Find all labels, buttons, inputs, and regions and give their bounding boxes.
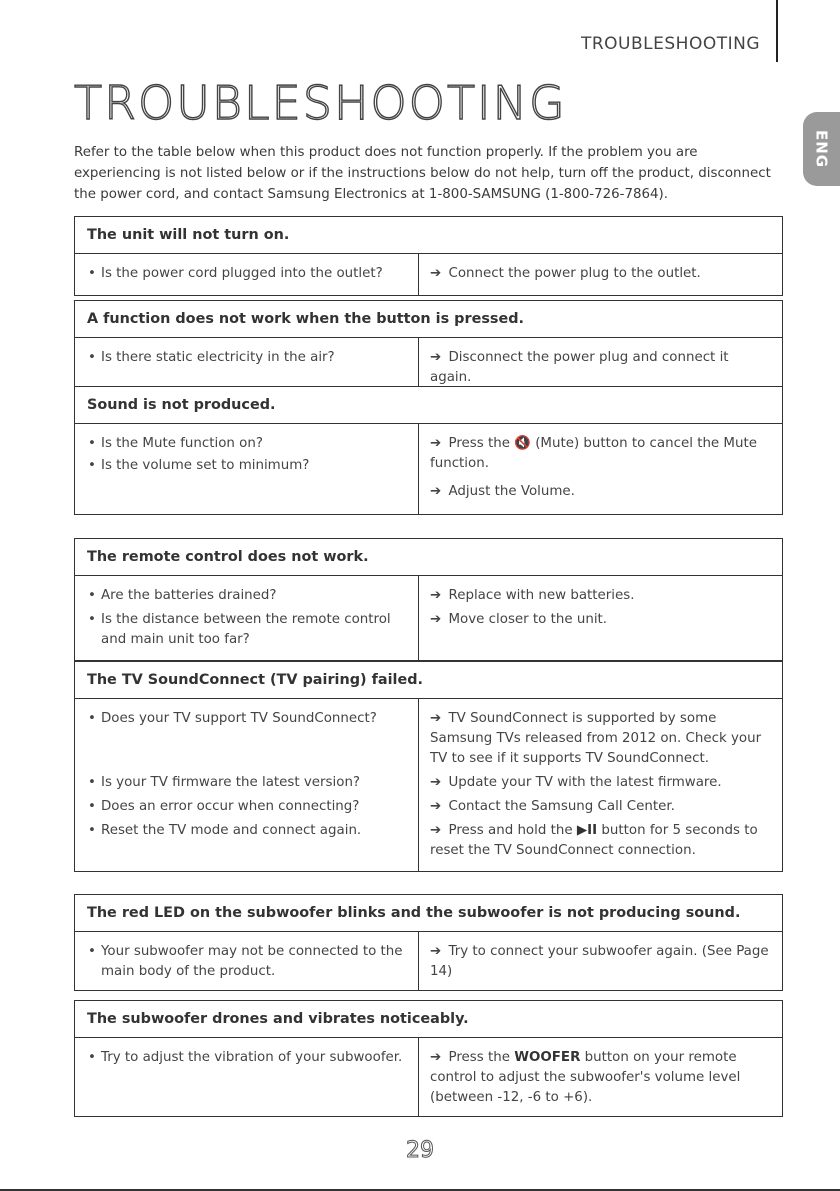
answer-cell bbox=[418, 709, 782, 769]
language-tab bbox=[803, 112, 840, 186]
troubleshoot-table-subwoofer-drones bbox=[74, 1000, 783, 1117]
table-row bbox=[75, 458, 782, 514]
question-cell bbox=[75, 709, 418, 769]
answer-cell bbox=[418, 821, 782, 861]
table-row bbox=[75, 610, 782, 660]
table-title: Sound is not produced. bbox=[75, 387, 782, 424]
answer-cell bbox=[418, 348, 782, 388]
bullet: • bbox=[88, 799, 96, 814]
table-title: The TV SoundConnect (TV pairing) failed. bbox=[75, 662, 782, 699]
bullet: • bbox=[88, 266, 96, 281]
table-title: The remote control does not work. bbox=[75, 539, 782, 576]
arrow-icon: ➔ bbox=[430, 350, 442, 365]
table-title: The unit will not turn on. bbox=[75, 217, 782, 254]
arrow-icon: ➔ bbox=[430, 266, 442, 281]
question-cell bbox=[75, 1048, 418, 1108]
answer-text: Try to connect your subwoofer again. (See Page 14) bbox=[430, 944, 769, 979]
troubleshoot-table-button bbox=[74, 300, 783, 400]
answer-text: Move closer to the unit. bbox=[448, 612, 608, 627]
answer-text-pre: Press the bbox=[448, 436, 510, 451]
answer-text-post: button for 5 seconds to reset the TV SoundConnect connection. bbox=[430, 823, 758, 858]
intro-paragraph: Refer to the table below when this product does not function properly. If the problem you are experiencing is not listed below or if the instructions below do not help, turn off the product, disconnect the power cord, and contact Samsung Electronics at 1-800-SAMSUNG (1-800-726-7864). bbox=[74, 145, 771, 202]
answer-text-post: (Mute) button to cancel the Mute function. bbox=[430, 436, 757, 471]
header-rule bbox=[776, 0, 778, 62]
bullet: • bbox=[88, 823, 96, 838]
table-title: A function does not work when the button is pressed. bbox=[75, 301, 782, 338]
troubleshoot-table-red-led bbox=[74, 894, 783, 991]
answer-cell bbox=[418, 586, 782, 606]
answer-text-pre: Press and hold the bbox=[448, 823, 573, 838]
question-cell bbox=[75, 773, 418, 793]
arrow-icon: ➔ bbox=[430, 775, 442, 790]
answer-text-post: button on your remote control to adjust the subwoofer's volume level (between -12, -6 to +6). bbox=[430, 1050, 741, 1105]
troubleshoot-table-soundconnect bbox=[74, 661, 783, 872]
answer-text: Update your TV with the latest firmware. bbox=[448, 775, 722, 790]
question-text: Is the distance between the remote control and main unit too far? bbox=[101, 612, 391, 647]
table-title: The subwoofer drones and vibrates noticeably. bbox=[75, 1001, 782, 1038]
question-cell bbox=[75, 821, 418, 861]
bullet: • bbox=[88, 944, 96, 959]
arrow-icon: ➔ bbox=[430, 588, 442, 603]
answer-cell bbox=[418, 610, 782, 650]
running-header: TROUBLESHOOTING bbox=[580, 34, 760, 54]
question-text: Try to adjust the vibration of your subwoofer. bbox=[101, 1050, 403, 1065]
question-text: Is your TV firmware the latest version? bbox=[101, 775, 361, 790]
bullet: • bbox=[88, 1050, 96, 1065]
table-row bbox=[75, 699, 782, 773]
arrow-icon: ➔ bbox=[430, 1050, 442, 1065]
question-cell bbox=[75, 797, 418, 817]
answer-cell bbox=[418, 773, 782, 793]
question-text: Is the power cord plugged into the outlet? bbox=[101, 266, 383, 281]
answer-cell bbox=[418, 942, 782, 982]
answer-cell bbox=[418, 1048, 782, 1108]
question-text: Does an error occur when connecting? bbox=[101, 799, 360, 814]
answer-cell bbox=[418, 434, 782, 474]
arrow-icon: ➔ bbox=[430, 799, 442, 814]
bullet: • bbox=[88, 458, 96, 473]
play-pause-icon: ▶II bbox=[576, 823, 598, 838]
answer-text: Disconnect the power plug and connect it again. bbox=[430, 350, 729, 385]
question-text: Does your TV support TV SoundConnect? bbox=[101, 711, 377, 726]
bullet: • bbox=[88, 588, 96, 603]
mute-icon: 🔇 bbox=[514, 436, 531, 451]
page-title: TROUBLESHOOTING bbox=[74, 76, 567, 130]
table-row bbox=[75, 254, 782, 295]
table-row bbox=[75, 773, 782, 797]
arrow-icon: ➔ bbox=[430, 944, 442, 959]
answer-text: Replace with new batteries. bbox=[448, 588, 635, 603]
troubleshoot-table-power bbox=[74, 216, 783, 296]
question-text: Your subwoofer may not be connected to the main body of the product. bbox=[101, 944, 403, 979]
arrow-icon: ➔ bbox=[430, 484, 442, 499]
arrow-icon: ➔ bbox=[430, 436, 442, 451]
answer-cell bbox=[418, 797, 782, 817]
question-cell bbox=[75, 610, 418, 650]
table-title: The red LED on the subwoofer blinks and the subwoofer is not producing sound. bbox=[75, 895, 782, 932]
question-text: Reset the TV mode and connect again. bbox=[101, 823, 362, 838]
bullet: • bbox=[88, 350, 96, 365]
answer-text-pre: Press the bbox=[448, 1050, 510, 1065]
answer-cell bbox=[418, 476, 782, 502]
table-row bbox=[75, 797, 782, 821]
arrow-icon: ➔ bbox=[430, 711, 442, 726]
answer-text: TV SoundConnect is supported by some Samsung TVs released from 2012 on. Check your TV to see if it supports TV SoundConnect. bbox=[430, 711, 762, 766]
arrow-icon: ➔ bbox=[430, 823, 442, 838]
question-cell bbox=[75, 348, 418, 388]
question-text: Is the Mute function on? bbox=[101, 436, 263, 451]
question-text: Is the volume set to minimum? bbox=[101, 458, 310, 473]
question-cell bbox=[75, 586, 418, 606]
table-row bbox=[75, 821, 782, 871]
page-number: 29 bbox=[406, 1138, 434, 1163]
answer-cell bbox=[418, 264, 782, 284]
table-row bbox=[75, 932, 782, 990]
table-row bbox=[75, 576, 782, 610]
table-row bbox=[75, 1038, 782, 1116]
bullet: • bbox=[88, 775, 96, 790]
question-text: Are the batteries drained? bbox=[101, 588, 277, 603]
question-cell bbox=[75, 456, 418, 502]
answer-text: Contact the Samsung Call Center. bbox=[448, 799, 675, 814]
question-cell bbox=[75, 264, 418, 284]
answer-text: Adjust the Volume. bbox=[448, 484, 575, 499]
language-tab-label: ENG bbox=[812, 129, 831, 169]
troubleshoot-table-sound bbox=[74, 386, 783, 515]
arrow-icon: ➔ bbox=[430, 612, 442, 627]
bullet: • bbox=[88, 436, 96, 451]
question-text: Is there static electricity in the air? bbox=[101, 350, 335, 365]
bullet: • bbox=[88, 711, 96, 726]
question-cell bbox=[75, 942, 418, 982]
woofer-button-label: WOOFER bbox=[514, 1050, 581, 1065]
troubleshoot-table-remote bbox=[74, 538, 783, 661]
answer-text: Connect the power plug to the outlet. bbox=[448, 266, 701, 281]
bullet: • bbox=[88, 612, 96, 627]
